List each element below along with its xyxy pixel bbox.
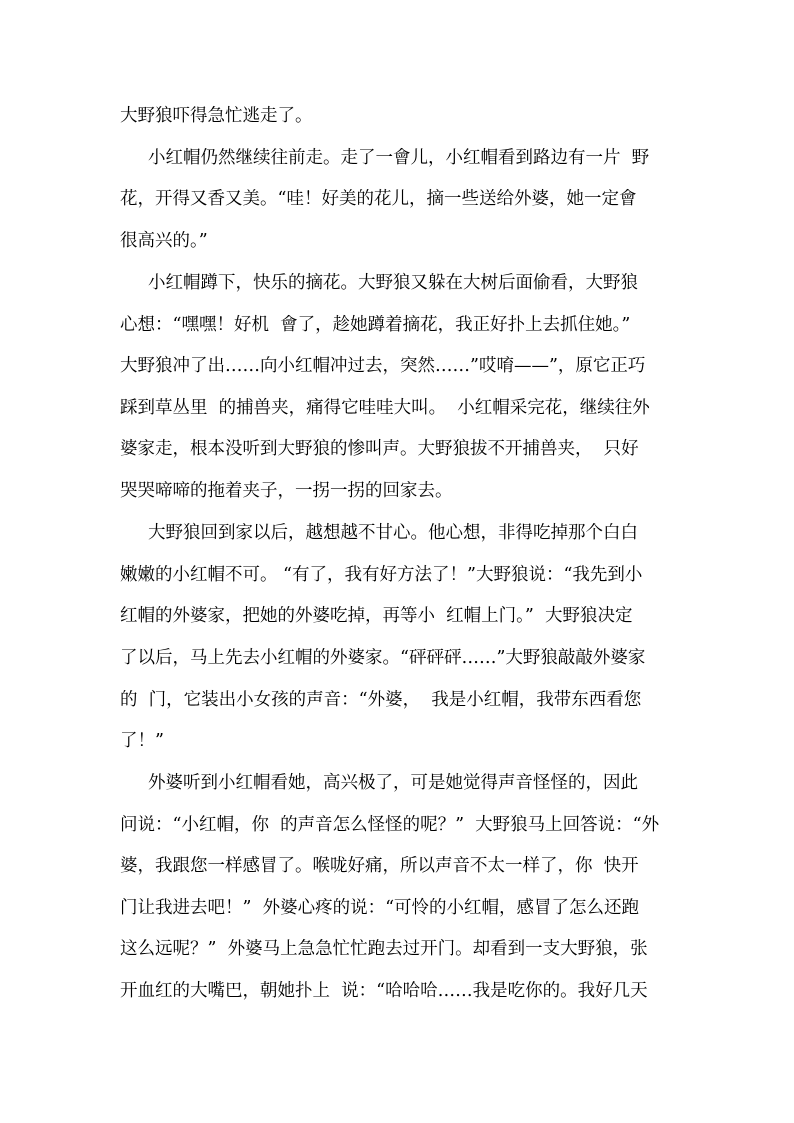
text-line: 开血红的大嘴巴，朝她扑上 说：“哈哈哈……我是吃你的。我好几天 — [120, 981, 648, 1001]
text-line: 哭哭啼啼的拖着夹子，一拐一拐的回家去。 — [120, 481, 453, 501]
text-line: 外婆听到小红帽看她，高兴极了，可是她觉得声音怪怪的，因此 — [148, 773, 638, 793]
text-line: 的 门，它装出小女孩的声音：“外婆， 我是小红帽，我带东西看您 — [120, 690, 642, 710]
text-line: 婆家走，根本没听到大野狼的惨叫声。大野狼拔不开捕兽夹， 只好 — [120, 439, 639, 459]
text-line: 红帽的外婆家，把她的外婆吃掉，再等小 红帽上门。” 大野狼决定 — [120, 606, 633, 626]
text-line: 踩到草丛里 的捕兽夹，痛得它哇哇大叫。 小红帽采完花，继续往外 — [120, 398, 650, 418]
text-line: 小红帽仍然继续往前走。走了一會儿，小红帽看到路边有一片 野 — [148, 148, 650, 168]
text-line: 很高兴的。” — [120, 231, 208, 251]
text-line: 花，开得又香又美。“哇！好美的花儿，摘一些送给外婆，她一定會 — [120, 189, 637, 209]
text-line: 婆，我跟您一样感冒了。喉咙好痛，所以声音不太一样了，你 快开 — [120, 856, 639, 876]
text-line: 门让我进去吧！” 外婆心疼的说：“可怜的小红帽，感冒了怎么还跑 — [120, 898, 640, 918]
text-line: 这么远呢？” 外婆马上急急忙忙跑去过开门。却看到一支大野狼，张 — [120, 939, 648, 959]
text-line: 心想：“嘿嘿！好机 會了，趁她蹲着摘花，我正好扑上去抓住她。” — [120, 315, 631, 335]
text-line: 大野狼吓得急忙逃走了。 — [120, 106, 313, 126]
text-line: 小红帽蹲下，快乐的摘花。大野狼又躲在大树后面偷看，大野狼 — [148, 273, 638, 293]
text-line: 了！” — [120, 731, 164, 751]
text-line: 大野狼冲了出……向小红帽冲过去，突然……”哎唷——”，原它正巧 — [120, 356, 646, 376]
text-line: 大野狼回到家以后，越想越不甘心。他心想，非得吃掉那个白白 — [148, 523, 638, 543]
text-line: 了以后，马上先去小红帽的外婆家。“砰砰砰……”大野狼敲敲外婆家 — [120, 648, 646, 668]
text-line: 嫩嫩的小红帽不可。 “有了，我有好方法了！”大野狼说：“我先到小 — [120, 565, 643, 585]
text-line: 问说：“小红帽，你 的声音怎么怪怪的呢？” 大野狼马上回答说：“外 — [120, 815, 660, 835]
